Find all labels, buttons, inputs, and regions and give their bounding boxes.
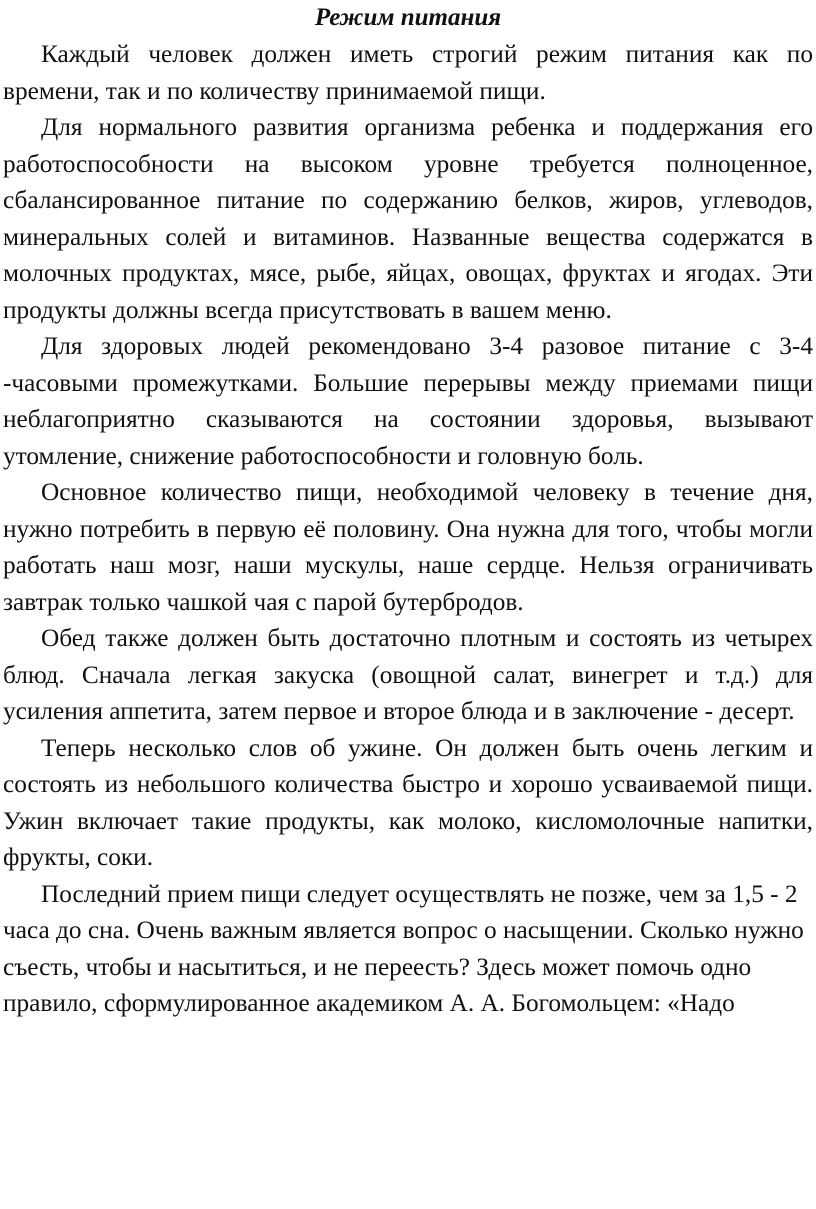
document-title: Режим питания [314,4,502,31]
paragraph-breakfast: Основное количество пищи, необходимой человеку в течение дня, нужно потребить в первую её половину. Она нужна для того, чтобы могли работать наш мозг, наши мускулы, наше сердце. Нельзя ограничивать завтрак только чашкой чая с парой бутербродов. [3,478,813,616]
paragraph-balanced-nutrition: Для нормального развития организма ребенка и поддержания его работоспособности на высоком уровне требуется полноценное, сбалансированное питание по содержанию белков, жиров, углеводов, минеральных солей и витаминов. Названные вещества содержатся в молочных продуктах, мясе, рыбе, яйцах, овощах, фруктах и ягодах. Эти продукты должны всегда присутствовать в вашем меню. [3,113,813,324]
paragraph-lunch: Обед также должен быть достаточно плотным и состоять из четырех блюд. Сначала легкая закуска (овощной салат, винегрет и т.д.) для усиления аппетита, затем первое и второе блюда и в заключение - десерт. [3,624,813,725]
document-page [3,0,813,1022]
paragraph-last-meal: Последний прием пищи следует осуществлять не позже, чем за 1,5 - 2 часа до сна. Очень важным является вопрос о насыщении. Сколько нужно съесть, чтобы и насытиться, и не переесть? Здесь может помочь одно правило, сформулированное академиком А. А. Богомольцем: «Надо [3,879,804,1017]
paragraph-meal-frequency: Для здоровых людей рекомендовано 3-4 разовое питание с 3-4 -часовыми промежутками. Большие перерывы между приемами пищи неблагоприятно сказываются на состоянии здоровья, вызывают утомление, снижение работоспособности и головную боль. [3,332,813,470]
paragraph-regime-intro: Каждый человек должен иметь строгий режим питания как по времени, так и по количеству принимаемой пищи. [3,40,813,105]
paragraph-dinner: Теперь несколько слов об ужине. Он должен быть очень легким и состоять из небольшого количества быстро и хорошо усваиваемой пищи. Ужин включает такие продукты, как молоко, кисломолочные напитки, фрукты, соки. [3,733,813,871]
